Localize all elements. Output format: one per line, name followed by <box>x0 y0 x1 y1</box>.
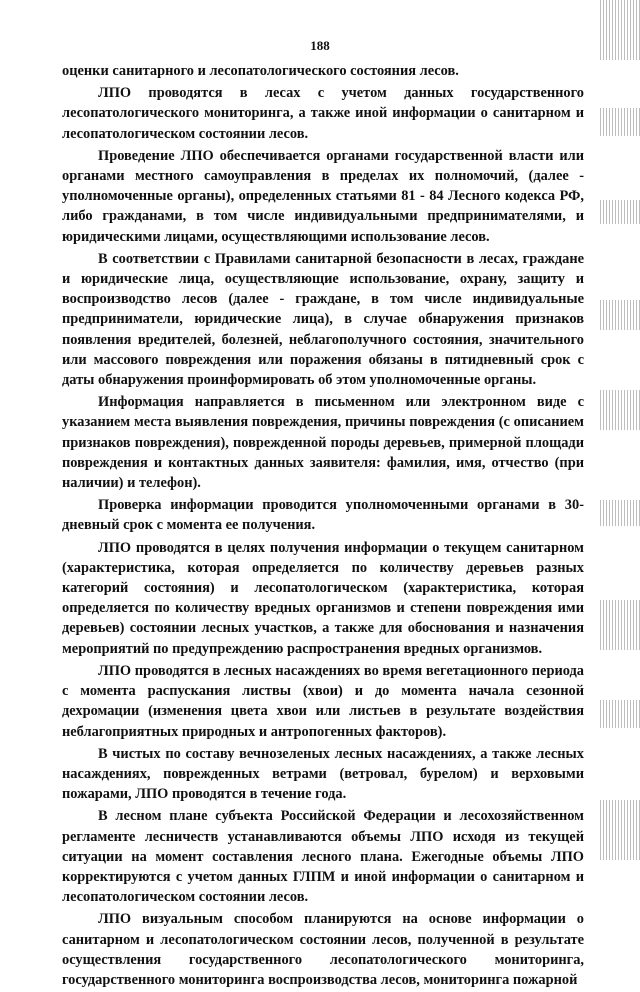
scan-edge-noise-2 <box>600 200 640 224</box>
scan-edge-noise-7 <box>600 700 640 728</box>
document-body <box>62 61 584 992</box>
scan-edge-noise-top <box>600 0 640 60</box>
scan-edge-noise-6 <box>600 600 640 650</box>
scan-edge-noise-4 <box>600 390 640 430</box>
scan-edge-noise-3 <box>600 300 640 330</box>
page-number: 188 <box>310 38 330 53</box>
paragraph-3: Проведение ЛПО обеспечивается органами государственной власти или органами местного самоуправления в пределах их полномочий, (далее - уполномоченные органы), определенных статьями 81 - 84 Лесного кодекса РФ, либо гражданами, в том числе индивидуальными предпринимателями, и юридическими лицами, осуществляющими использование лесов. <box>62 147 584 245</box>
paragraph-7: ЛПО проводятся в целях получения информации о текущем санитарном (характеристика, которая определяется по количеству деревьев разных категорий состояния) и лесопатологическом (характеристика, которая определяется по количеству вредных организмов и степени повреждения ими деревьев) состоянии лесных участков, а также для обоснования и назначения мероприятий по предупреждению распространения вредных организмов. <box>62 539 584 657</box>
scan-edge-noise-8 <box>600 800 640 860</box>
paragraph-5: Информация направляется в письменном или электронном виде с указанием места выявления повреждения, причины повреждения (с описанием признаков повреждения), поврежденной породы деревьев, примерной площади повреждения и контактных данных заявителя: фамилия, имя, отчество (при наличии) и телефон). <box>62 394 584 492</box>
paragraph-2: ЛПО проводятся в лесах с учетом данных государственного лесопатологического мониторинга, а также иной информации о санитарном и лесопатологическом состоянии лесов. <box>62 85 584 142</box>
paragraph-6: Проверка информации проводится уполномоченными органами в 30-дневный срок с момента ее получения. <box>62 497 584 534</box>
paragraph-4: В соответствии с Правилами санитарной безопасности в лесах, граждане и юридические лица, осуществляющие использование, охрану, защиту и воспроизводство лесов (далее - граждане, в том числе индивидуальные предприниматели, юридические лица), в случае обнаружения признаков появления вредителей, болезней, неблагополучного состояния, значительного или массового повреждения или поражения обязаны в пятидневный срок с даты обнаружения проинформировать об этом уполномоченные органы. <box>62 250 584 389</box>
paragraph-1: оценки санитарного и лесопатологического состояния лесов. <box>62 63 459 79</box>
paragraph-10: В лесном плане субъекта Российской Федерации и лесохозяйственном регламенте лесничеств устанавливаются объемы ЛПО исходя из текущей ситуации на момент составления лесного плана. Ежегодные объемы ЛПО корректируются с учетом данных ГЛПМ и иной информации о санитарном и лесопатологическом состоянии лесов. <box>62 808 584 906</box>
paragraph-11: ЛПО визуальным способом планируются на основе информации о санитарном и лесопатологическом состоянии лесов, полученной в результате осуществления государственного лесопатологического мониторинга, государственного мониторинга воспроизводства лесов, мониторинга пожарной <box>62 911 584 988</box>
scan-edge-noise-1 <box>600 108 640 136</box>
paragraph-8: ЛПО проводятся в лесных насаждениях во время вегетационного периода с момента распускания листвы (хвои) и до момента начала сезонной дехромации (изменения цвета хвои или листьев в результате воздействия неблагоприятных природных и антропогенных факторов). <box>62 662 584 740</box>
scan-edge-noise-5 <box>600 500 640 526</box>
paragraph-9: В чистых по составу вечнозеленых лесных насаждениях, а также лесных насаждениях, поврежденных ветрами (ветровал, бурелом) и верховыми пожарами, ЛПО проводятся в течение года. <box>62 745 584 803</box>
